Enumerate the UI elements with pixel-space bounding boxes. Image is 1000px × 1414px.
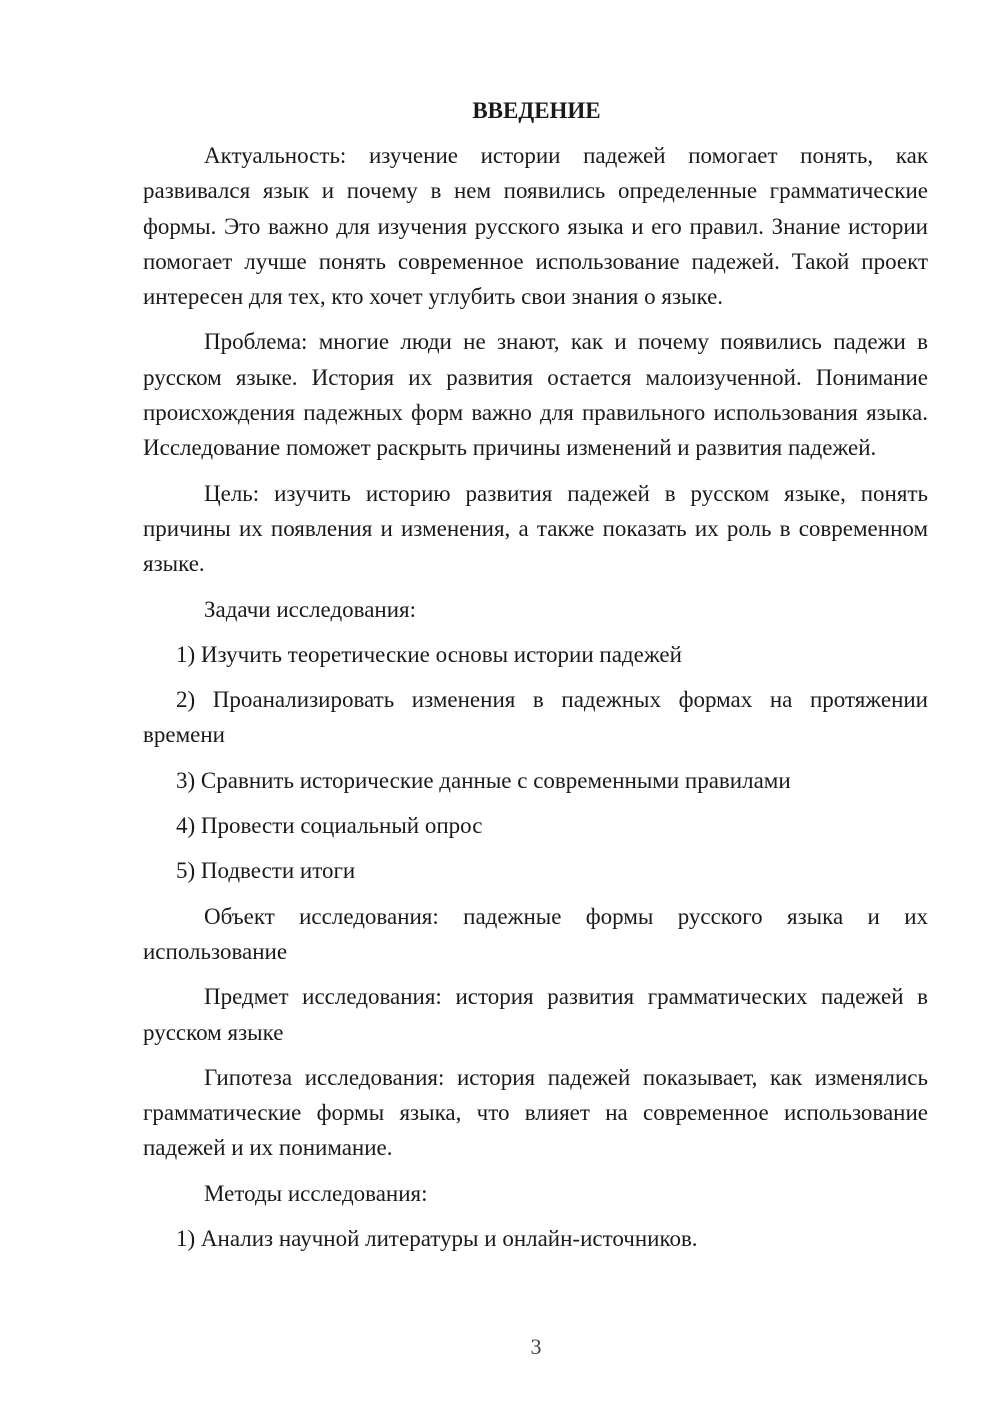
task-item-4: 4) Провести социальный опрос xyxy=(176,813,483,839)
tasks-title: Задачи исследования: xyxy=(204,596,417,622)
page-heading: ВВЕДЕНИЕ xyxy=(472,98,601,123)
methods-title: Методы исследования: xyxy=(204,1180,428,1206)
paragraph-relevance: Актуальность: изучение истории падежей помогает понять, как развивался язык и почему в нем появились определенные грамматические формы. Это важно для изучения русского языка и его правил. Знание истории помогает лучше понять современное использование падежей. Такой проект интересен для тех, кто хочет углубить свои знания о языке. xyxy=(143,143,928,310)
task-item-3: 3) Сравнить исторические данные с современными правилами xyxy=(176,767,791,793)
task-item-2: 2) Проанализировать изменения в падежных формах на протяжении времени xyxy=(143,687,928,748)
method-item-1: 1) Анализ научной литературы и онлайн-источников. xyxy=(176,1226,698,1252)
paragraph-goal: Цель: изучить историю развития падежей в русском языке, понять причины их появления и изменения, а также показать их роль в современном языке. xyxy=(143,480,928,577)
paragraph-hypothesis: Гипотеза исследования: история падежей показывает, как изменялись грамматические формы языка, что влияет на современное использование падежей и их понимание. xyxy=(143,1064,928,1161)
paragraph-object: Объект исследования: падежные формы русского языка и их использование xyxy=(143,903,928,964)
paragraph-problem: Проблема: многие люди не знают, как и почему появились падежи в русском языке. История их развития остается малоизученной. Понимание происхождения падежных форм важно для правильного использования языка. Исследование поможет раскрыть причины изменений и развития падежей. xyxy=(143,329,928,461)
page-number: 3 xyxy=(530,1334,542,1359)
task-item-5: 5) Подвести итоги xyxy=(176,858,356,884)
paragraph-subject: Предмет исследования: история развития грамматических падежей в русском языке xyxy=(143,984,928,1045)
page-content xyxy=(143,96,928,1266)
task-item-1: 1) Изучить теоретические основы истории падежей xyxy=(176,641,682,667)
